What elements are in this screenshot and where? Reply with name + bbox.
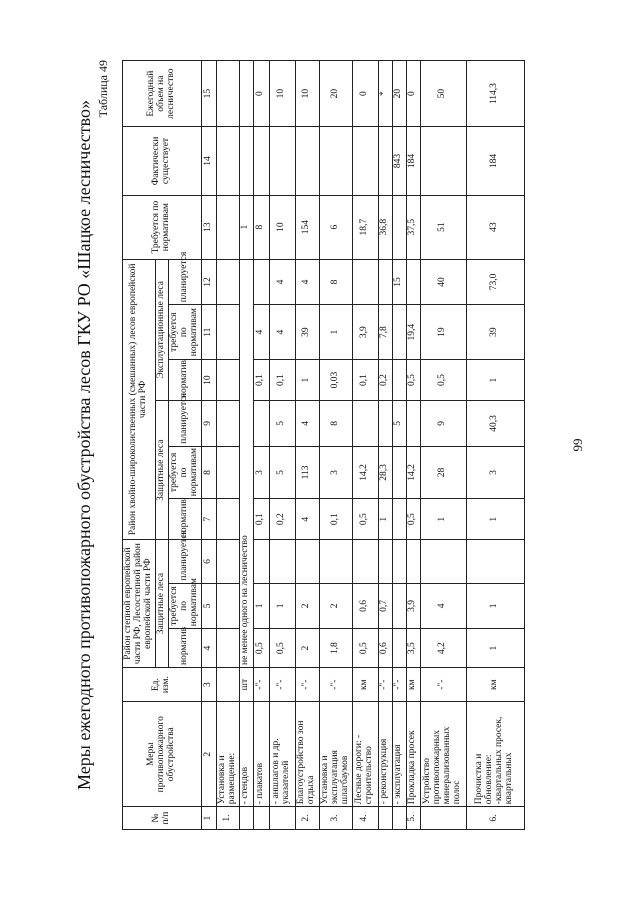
row-value: 5 xyxy=(269,401,295,447)
row-value: 40 xyxy=(420,259,466,305)
row-value xyxy=(253,127,269,195)
row-value: 5 xyxy=(269,446,295,498)
row-number: 1. xyxy=(216,807,239,830)
row-value: 184 xyxy=(466,127,524,195)
row-value xyxy=(216,499,239,540)
row-value: 14,2 xyxy=(352,446,378,498)
row-value xyxy=(216,259,239,305)
row-value xyxy=(352,127,378,195)
header-planned: планируется xyxy=(168,401,201,447)
row-value: 0,1 xyxy=(319,499,352,540)
row-value xyxy=(319,540,352,583)
header-required: требуется по нормативам xyxy=(168,583,201,629)
row-measure: - эксплуатация xyxy=(392,702,406,807)
row-value xyxy=(378,259,392,305)
col-index: 12 xyxy=(201,259,216,305)
row-value: 20 xyxy=(392,61,406,127)
row-value: 43 xyxy=(466,195,524,259)
col-index: 7 xyxy=(201,499,216,540)
header-required: требуется по нормативам xyxy=(168,305,201,360)
row-measure: Установка и эксплуатация шлагбаумов xyxy=(319,702,352,807)
row-value: 40,3 xyxy=(466,401,524,447)
row-value: 8 xyxy=(319,401,352,447)
header-required: требуется по нормативам xyxy=(168,446,201,498)
header-mixed-region: Район хвойно-широколиственных (смешанных) лесов европейской части РФ xyxy=(123,259,156,540)
col-index: 13 xyxy=(201,195,216,259)
col-index: 1 xyxy=(201,807,216,830)
row-value: 0,1 xyxy=(253,499,269,540)
row-value: 0,6 xyxy=(352,583,378,629)
row-measure: - аншлагов и др. указателей xyxy=(269,702,295,807)
row-value xyxy=(253,259,269,305)
table-row xyxy=(216,61,239,830)
row-value: 1 xyxy=(319,305,352,360)
row-value: 0,5 xyxy=(352,629,378,668)
row-value xyxy=(216,540,239,583)
col-index: 8 xyxy=(201,446,216,498)
row-value: 51 xyxy=(420,195,466,259)
header-planned: планируется xyxy=(168,259,201,305)
row-unit: -"- xyxy=(269,668,295,702)
row-value xyxy=(295,127,319,195)
row-value: 3,9 xyxy=(406,583,420,629)
row-value: 0 xyxy=(253,61,269,127)
row-number xyxy=(253,807,269,830)
row-value xyxy=(466,540,524,583)
row-unit: -"- xyxy=(253,668,269,702)
row-value xyxy=(352,401,378,447)
header-measures: Меры противопожарного обустройства xyxy=(123,702,202,807)
row-number xyxy=(378,807,392,830)
row-value: 1 xyxy=(239,195,253,259)
row-value: 1 xyxy=(466,629,524,668)
row-measure: Благоустройство зон отдыха xyxy=(295,702,319,807)
row-value: 1 xyxy=(253,583,269,629)
header-norm: норматив xyxy=(168,629,201,668)
col-index: 9 xyxy=(201,401,216,447)
row-value: 4 xyxy=(269,305,295,360)
row-value: 3 xyxy=(253,446,269,498)
row-value xyxy=(216,127,239,195)
row-value: 0,6 xyxy=(378,629,392,668)
row-value: 0,1 xyxy=(253,360,269,401)
column-index-row xyxy=(201,61,216,830)
row-value xyxy=(352,259,378,305)
row-unit: км xyxy=(406,668,420,702)
header-operational: Эксплуатационные леса xyxy=(155,259,168,401)
row-value: 184 xyxy=(406,127,420,195)
row-value: 28 xyxy=(420,446,466,498)
row-value: 114,3 xyxy=(466,61,524,127)
row-number xyxy=(392,807,406,830)
row-value: 0,1 xyxy=(269,360,295,401)
row-unit: -"- xyxy=(295,668,319,702)
row-value xyxy=(295,540,319,583)
col-index: 11 xyxy=(201,305,216,360)
table-number: Таблица 49 xyxy=(96,60,110,118)
row-value: 4 xyxy=(295,499,319,540)
row-measure: Установка и размещение: xyxy=(216,702,239,807)
row-value: 9 xyxy=(420,401,466,447)
row-value: 4,2 xyxy=(420,629,466,668)
row-value xyxy=(216,195,239,259)
header-protective-mixed: Защитные леса xyxy=(155,401,168,540)
row-value: 20 xyxy=(319,61,352,127)
table-row xyxy=(319,61,352,830)
col-index: 5 xyxy=(201,583,216,629)
row-value: 15 xyxy=(392,259,406,305)
col-index: 4 xyxy=(201,629,216,668)
row-value xyxy=(392,499,406,540)
row-value: 18,7 xyxy=(352,195,378,259)
row-value xyxy=(216,401,239,447)
row-value: 113 xyxy=(295,446,319,498)
col-index: 6 xyxy=(201,540,216,583)
row-measure: Лесные дороги: - строительство xyxy=(352,702,378,807)
table-row xyxy=(466,61,524,830)
header-steppe-region: Район степной европейской части РФ, Лесостепной район европейской части РФ xyxy=(123,540,156,668)
row-value xyxy=(392,629,406,668)
row-number xyxy=(269,807,295,830)
row-value: 0,5 xyxy=(420,360,466,401)
row-value: 5 xyxy=(392,401,406,447)
header-actual: Фактически существует xyxy=(123,127,202,195)
header-annual: Ежегодный объем на лесничество xyxy=(123,61,202,127)
row-value xyxy=(406,401,420,447)
row-value: 0,2 xyxy=(378,360,392,401)
table-row xyxy=(406,61,420,830)
row-number: 2. xyxy=(295,807,319,830)
row-value xyxy=(392,195,406,259)
row-value: 3 xyxy=(466,446,524,498)
row-number: 6. xyxy=(466,807,524,830)
row-value: 10 xyxy=(269,61,295,127)
row-value: 1 xyxy=(466,583,524,629)
row-value: 4 xyxy=(420,583,466,629)
row-value: 2 xyxy=(295,583,319,629)
row-value xyxy=(420,127,466,195)
table-row xyxy=(352,61,378,830)
header-num: № п/п xyxy=(123,807,202,830)
row-value xyxy=(378,540,392,583)
row-value xyxy=(239,61,253,127)
row-value: 1 xyxy=(420,499,466,540)
row-value: 1 xyxy=(466,499,524,540)
rotated-content xyxy=(70,60,590,830)
header-norm: норматив xyxy=(168,360,201,401)
table-body xyxy=(216,61,524,830)
row-unit: -"- xyxy=(378,668,392,702)
row-value: 10 xyxy=(269,195,295,259)
row-value: 0 xyxy=(406,61,420,127)
row-note: не менее одного на лесничество xyxy=(239,259,253,667)
header-protective-steppe: Защитные леса xyxy=(155,540,168,668)
table-row xyxy=(392,61,406,830)
row-value: 2 xyxy=(319,583,352,629)
row-value xyxy=(239,127,253,195)
row-measure: - плакатов xyxy=(253,702,269,807)
row-value: 3,5 xyxy=(406,629,420,668)
fire-measures-table xyxy=(122,60,525,830)
row-value xyxy=(216,305,239,360)
row-value: 3,9 xyxy=(352,305,378,360)
header-unit: Ед. изм. xyxy=(123,668,202,702)
row-value xyxy=(392,305,406,360)
row-value: 36,8 xyxy=(378,195,392,259)
row-measure: Устройство противопожарных минерализованных полос xyxy=(420,702,466,807)
row-value: 39 xyxy=(295,305,319,360)
col-index: 15 xyxy=(201,61,216,127)
row-value xyxy=(378,127,392,195)
col-index: 14 xyxy=(201,127,216,195)
row-measure: - стендов xyxy=(239,702,253,807)
row-value: 2 xyxy=(295,629,319,668)
row-unit: -"- xyxy=(420,668,466,702)
row-value: 0,5 xyxy=(253,629,269,668)
row-value: 6 xyxy=(319,195,352,259)
row-value: 0,7 xyxy=(378,583,392,629)
row-measure: Прокладка просек xyxy=(406,702,420,807)
row-value: 50 xyxy=(420,61,466,127)
table-row xyxy=(239,61,253,830)
header-norm: норматив xyxy=(168,499,201,540)
row-unit: км xyxy=(466,668,524,702)
row-value: 8 xyxy=(253,195,269,259)
page-number: 99 xyxy=(570,438,585,452)
row-value: 1 xyxy=(295,360,319,401)
row-value xyxy=(216,446,239,498)
row-value xyxy=(253,401,269,447)
row-value xyxy=(406,259,420,305)
col-index: 10 xyxy=(201,360,216,401)
row-unit xyxy=(216,668,239,702)
row-value xyxy=(406,540,420,583)
table-row xyxy=(269,61,295,830)
row-value: 0,1 xyxy=(352,360,378,401)
row-number: 3. xyxy=(319,807,352,830)
row-value: 28,3 xyxy=(378,446,392,498)
row-value: 4 xyxy=(295,401,319,447)
row-value: 3 xyxy=(319,446,352,498)
col-index: 3 xyxy=(201,668,216,702)
row-value xyxy=(420,540,466,583)
row-unit: шт xyxy=(239,668,253,702)
row-value: 1,8 xyxy=(319,629,352,668)
row-unit: км xyxy=(352,668,378,702)
row-number: 4. xyxy=(352,807,378,830)
row-value: 4 xyxy=(295,259,319,305)
table-row xyxy=(295,61,319,830)
row-value: 73,0 xyxy=(466,259,524,305)
row-value xyxy=(216,360,239,401)
header-planned: планируется xyxy=(168,540,201,583)
table-row xyxy=(420,61,466,830)
row-value xyxy=(269,540,295,583)
row-value: 4 xyxy=(269,259,295,305)
row-value: 0,03 xyxy=(319,360,352,401)
table-row xyxy=(253,61,269,830)
row-value xyxy=(253,540,269,583)
col-index: 2 xyxy=(201,702,216,807)
row-value xyxy=(392,583,406,629)
row-number xyxy=(239,807,253,830)
page-title: Меры ежегодного противопожарного обустройства лесов ГКУ РО «Шацкое лесничество» xyxy=(74,99,94,791)
row-value: 0,5 xyxy=(352,499,378,540)
row-value: 39 xyxy=(466,305,524,360)
row-value xyxy=(216,583,239,629)
table-row xyxy=(378,61,392,830)
row-value xyxy=(216,61,239,127)
row-value: 1 xyxy=(378,499,392,540)
row-value: 4 xyxy=(253,305,269,360)
row-value: 843 xyxy=(392,127,406,195)
row-unit: -"- xyxy=(392,668,406,702)
row-value xyxy=(216,629,239,668)
row-measure: - реконструкция xyxy=(378,702,392,807)
row-number xyxy=(420,807,466,830)
row-measure: Прочистка и обновление: -квартальных просек, квартальных xyxy=(466,702,524,807)
row-value xyxy=(392,540,406,583)
row-value xyxy=(319,127,352,195)
row-value xyxy=(352,540,378,583)
row-value: 19,4 xyxy=(406,305,420,360)
row-unit: -"- xyxy=(319,668,352,702)
row-value xyxy=(378,401,392,447)
header-required-total: Требуется по нормативам xyxy=(123,195,202,259)
row-value: 154 xyxy=(295,195,319,259)
row-value: 1 xyxy=(466,360,524,401)
row-value: 14,2 xyxy=(406,446,420,498)
row-value: 10 xyxy=(295,61,319,127)
row-value xyxy=(269,127,295,195)
row-value: 0,5 xyxy=(406,360,420,401)
row-value: 0,5 xyxy=(269,629,295,668)
row-value: 0,2 xyxy=(269,499,295,540)
row-value: 0 xyxy=(352,61,378,127)
row-value: 19 xyxy=(420,305,466,360)
row-value: * xyxy=(378,61,392,127)
row-value xyxy=(392,360,406,401)
row-value: 1 xyxy=(269,583,295,629)
row-value: 8 xyxy=(319,259,352,305)
row-value: 37,5 xyxy=(406,195,420,259)
row-value xyxy=(392,446,406,498)
row-value: 7,8 xyxy=(378,305,392,360)
row-number: 5. xyxy=(406,807,420,830)
row-value: 0,5 xyxy=(406,499,420,540)
